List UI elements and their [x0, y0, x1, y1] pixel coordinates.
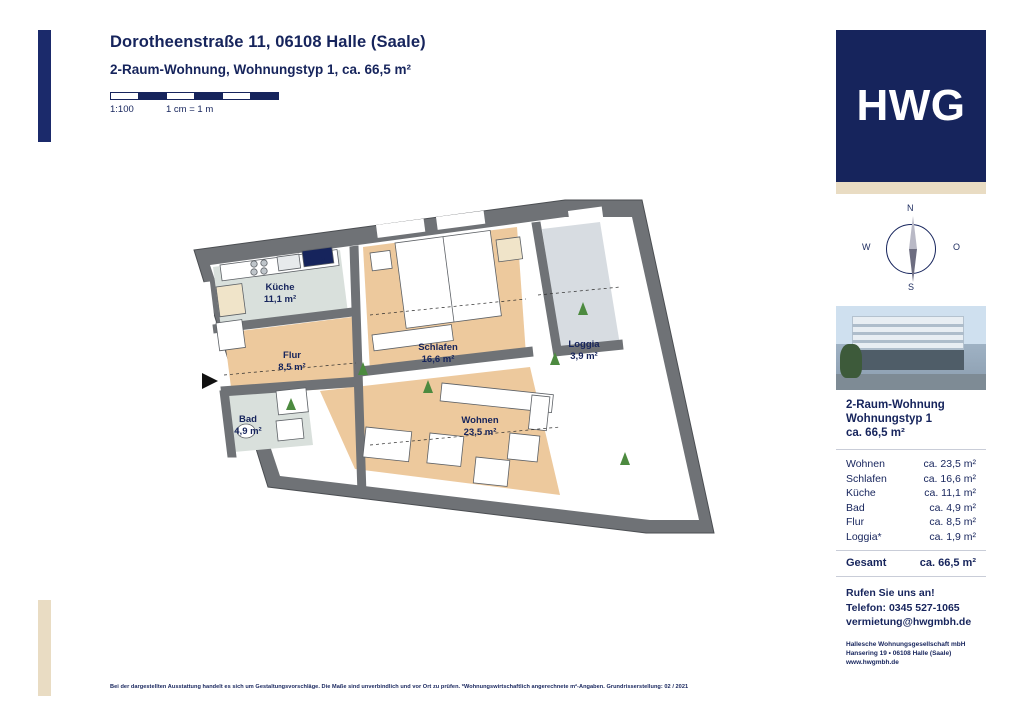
area-value: ca. 23,5 m²: [923, 458, 976, 470]
room-label-schlafen: Schlafen: [418, 342, 458, 353]
room-area-schlafen: 16,6 m²: [421, 354, 455, 365]
compass-label-west: W: [862, 242, 871, 252]
scale-ratio-label: 1:100: [110, 104, 134, 115]
appliance-label: WM: [310, 254, 328, 267]
area-value: ca. 1,9 m²: [929, 530, 976, 543]
room-label-loggia: Loggia: [568, 339, 600, 350]
room-area-wohnen: 23,5 m²: [463, 427, 497, 438]
contact-headline: Rufen Sie uns an!: [846, 587, 935, 599]
area-label: Loggia*: [846, 530, 882, 543]
table-row: [846, 530, 976, 545]
total-value: ca. 66,5 m²: [919, 557, 976, 569]
table-row: [846, 501, 976, 516]
page-title: Dorotheenstraße 11, 06108 Halle (Saale): [110, 33, 426, 51]
photo-tree: [840, 344, 862, 378]
room-area-kueche: 11,1 m²: [263, 294, 297, 305]
entrance-arrow: [202, 373, 218, 389]
room-label-flur: Flur: [283, 350, 301, 361]
building-photo: [836, 306, 986, 390]
imprint-website[interactable]: www.hwgmbh.de: [846, 658, 899, 666]
compass-label-south: S: [908, 282, 915, 292]
decorative-bar-top: [38, 30, 51, 142]
page-subtitle: 2-Raum-Wohnung, Wohnungstyp 1, ca. 66,5 m²: [110, 62, 412, 77]
table-row: [846, 472, 976, 487]
scale-unit-label: 1 cm = 1 m: [166, 104, 214, 115]
imprint-block: [836, 634, 986, 667]
imprint-company: Hallesche Wohnungsgesellschaft mbH: [846, 640, 966, 648]
compass-rose: [836, 204, 986, 300]
hwg-logo: [836, 30, 986, 182]
room-area-bad: 4,9 m²: [234, 426, 262, 437]
compass-label-east: O: [953, 242, 961, 252]
area-label: Wohnen: [846, 458, 885, 470]
area-value: ca. 11,1 m²: [924, 487, 976, 499]
area-value: ca. 16,6 m²: [923, 472, 976, 485]
room-label-kueche: Küche: [265, 282, 295, 293]
footer-disclaimer: Bei der dargestellten Ausstattung handelt es sich um Gestaltungsvorschläge. Die Maße sind unverbindlich und vor Ort zu prüfen. *Wohnungswirtschaftlich angerechnete m²-Angaben. Grundrisserstellung: 02 / 2021: [110, 684, 689, 690]
unit-type-line: 2-Raum-Wohnung: [846, 399, 945, 411]
contact-email[interactable]: vermietung@hwgmbh.de: [846, 616, 972, 628]
area-table: [836, 449, 986, 550]
area-label: Küche: [846, 487, 876, 499]
unit-size-line: ca. 66,5 m²: [846, 427, 905, 439]
room-area-flur: 8,5 m²: [278, 362, 306, 373]
compass-label-north: N: [907, 203, 914, 213]
room-area-loggia: 3,9 m²: [570, 351, 598, 362]
area-label: Flur: [846, 516, 865, 528]
contact-phone[interactable]: Telefon: 0345 527-1065: [846, 601, 960, 614]
floorplan-drawing: [180, 195, 740, 555]
area-value: ca. 8,5 m²: [929, 516, 976, 528]
area-label: Schlafen: [846, 472, 887, 485]
logo-accent-strip: [836, 182, 986, 194]
unit-variant-line: Wohnungstyp 1: [846, 413, 933, 425]
contact-block: [836, 577, 986, 634]
info-panel: [836, 30, 986, 667]
table-row: [846, 515, 976, 530]
hwg-logo-text: HWG: [856, 81, 966, 130]
table-row: [846, 486, 976, 501]
total-label: Gesamt: [846, 557, 887, 569]
room-label-bad: Bad: [239, 414, 257, 425]
building-ground-floor: [852, 350, 964, 370]
total-area-row: [836, 550, 986, 577]
table-row: [846, 457, 976, 472]
compass-needle-south-icon: [909, 249, 917, 282]
unit-summary: [836, 390, 986, 449]
imprint-address: Hansering 19 • 06108 Halle (Saale): [846, 649, 952, 657]
area-value: ca. 4,9 m²: [929, 501, 976, 514]
room-label-wohnen: Wohnen: [461, 415, 499, 426]
area-label: Bad: [846, 501, 865, 514]
decorative-bar-bottom: [38, 600, 51, 696]
scale-bar: [110, 92, 284, 100]
compass-needle-north-icon: [909, 216, 917, 249]
